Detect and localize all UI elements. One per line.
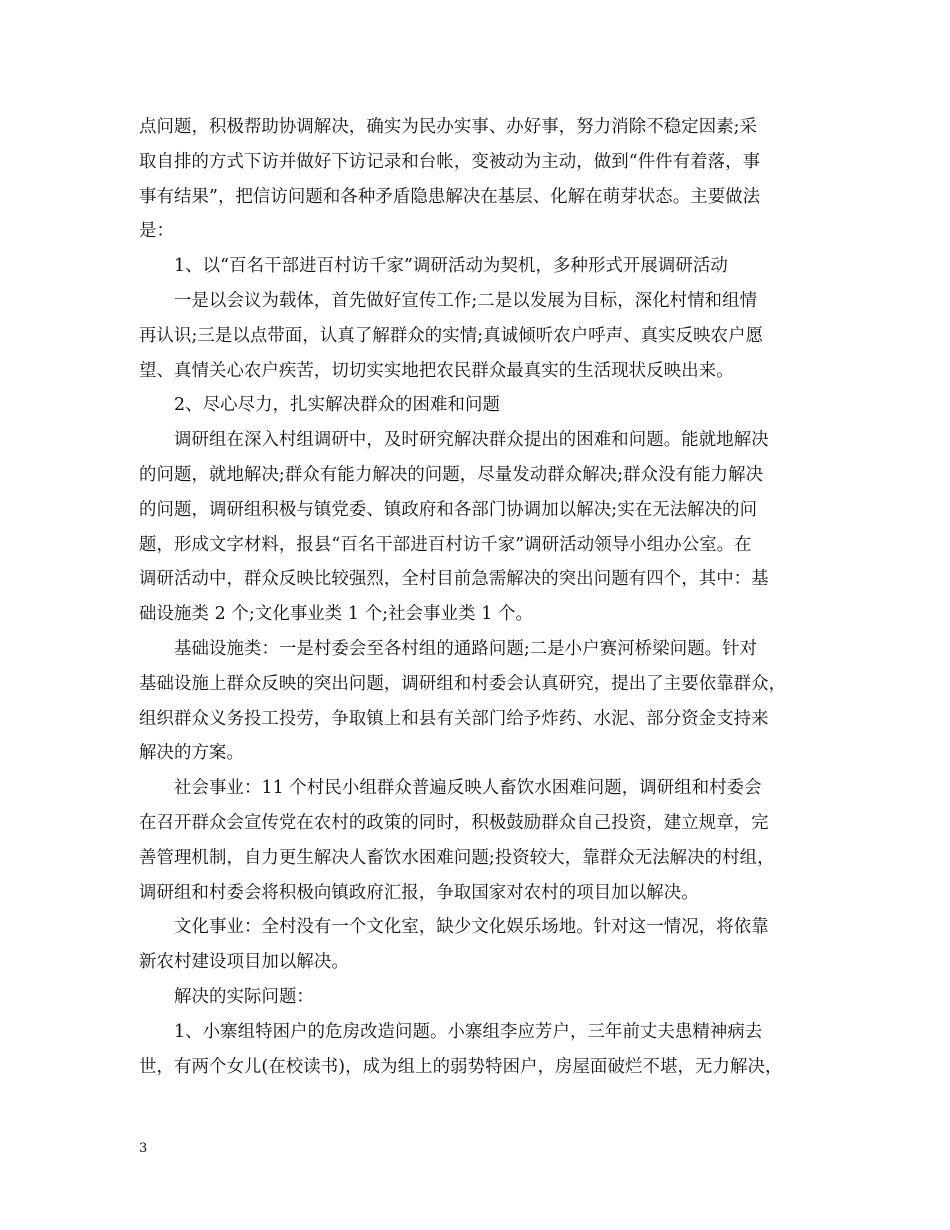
text-line: 望、真情关心农户疾苦，切切实实地把农民群众最真实的生活现状反映出来。 bbox=[139, 360, 734, 381]
text-line: 解决的实际问题： bbox=[174, 986, 314, 1007]
text-line: 的问题，就地解决;群众有能力解决的问题，尽量发动群众解决;群众没有能力解决 bbox=[139, 464, 764, 485]
text-line: 础设施类 2 个;文化事业类 1 个;社会事业类 1 个。 bbox=[139, 604, 534, 625]
text-line: 调研组在深入村组调研中，及时研究解决群众提出的困难和问题。能就地解决 bbox=[174, 430, 769, 451]
body-text bbox=[139, 110, 815, 1084]
text-line: 1、以“百名干部进百村访千家”调研活动为契机，多种形式开展调研活动 bbox=[174, 256, 728, 277]
text-line: 组织群众义务投工投劳，争取镇上和县有关部门给予炸药、水泥、部分资金支持来 bbox=[139, 708, 769, 729]
text-line: 新农村建设项目加以解决。 bbox=[139, 952, 349, 973]
page-number: 3 bbox=[139, 1141, 148, 1156]
text-line: 社会事业：11 个村民小组群众普遍反映人畜饮水困难问题，调研组和村委会 bbox=[174, 778, 762, 799]
text-line: 在召开群众会宣传党在农村的政策的同时，积极鼓励群众自己投资，建立规章，完 bbox=[139, 812, 769, 833]
text-line: 是： bbox=[139, 221, 174, 242]
text-line: 调研组和村委会将积极向镇政府汇报，争取国家对农村的项目加以解决。 bbox=[139, 882, 699, 903]
text-line: 解决的方案。 bbox=[139, 743, 244, 764]
text-line: 题，形成文字材料，报县“百名干部进百村访千家”调研活动领导小组办公室。在 bbox=[139, 534, 752, 555]
text-line: 再认识;三是以点带面，认真了解群众的实情;真诚倾听农户呼声、真实反映农户愿 bbox=[139, 325, 764, 346]
text-line: 调研活动中，群众反映比较强烈，全村目前急需解决的突出问题有四个，其中：基 bbox=[139, 569, 769, 590]
text-line: 基础设施类：一是村委会至各村组的通路问题;二是小户赛河桥梁问题。针对 bbox=[174, 638, 758, 659]
text-line: 2、尽心尽力，扎实解决群众的困难和问题 bbox=[174, 395, 500, 416]
text-line: 基础设施上群众反映的突出问题，调研组和村委会认真研究，提出了主要依靠群众， bbox=[139, 673, 787, 694]
text-line: 世，有两个女儿(在校读书)，成为组上的弱势特困户，房屋面破烂不堪，无力解决， bbox=[139, 1056, 783, 1077]
text-line: 事有结果”，把信访问题和各种矛盾隐患解决在基层、化解在萌芽状态。主要做法 bbox=[139, 186, 761, 207]
text-line: 1、小寨组特困户的危房改造问题。小寨组李应芳户，三年前丈夫患精神病去 bbox=[174, 1021, 763, 1042]
text-line: 的问题，调研组积极与镇党委、镇政府和各部门协调加以解决;实在无法解决的问 bbox=[139, 499, 758, 520]
text-line: 点问题，积极帮助协调解决，确实为民办实事、办好事，努力消除不稳定因素;采 bbox=[139, 117, 758, 137]
text-line: 善管理机制，自力更生解决人畜饮水困难问题;投资较大，靠群众无法解决的村组， bbox=[139, 847, 775, 868]
text-line: 一是以会议为载体，首先做好宣传工作;二是以发展为目标，深化村情和组情 bbox=[174, 290, 758, 311]
text-line: 文化事业：全村没有一个文化室，缺少文化娱乐场地。针对这一情况，将依靠 bbox=[174, 917, 769, 938]
text-line: 取自排的方式下访并做好下访记录和台帐，变被动为主动，做到“件件有着落，事 bbox=[139, 151, 761, 172]
